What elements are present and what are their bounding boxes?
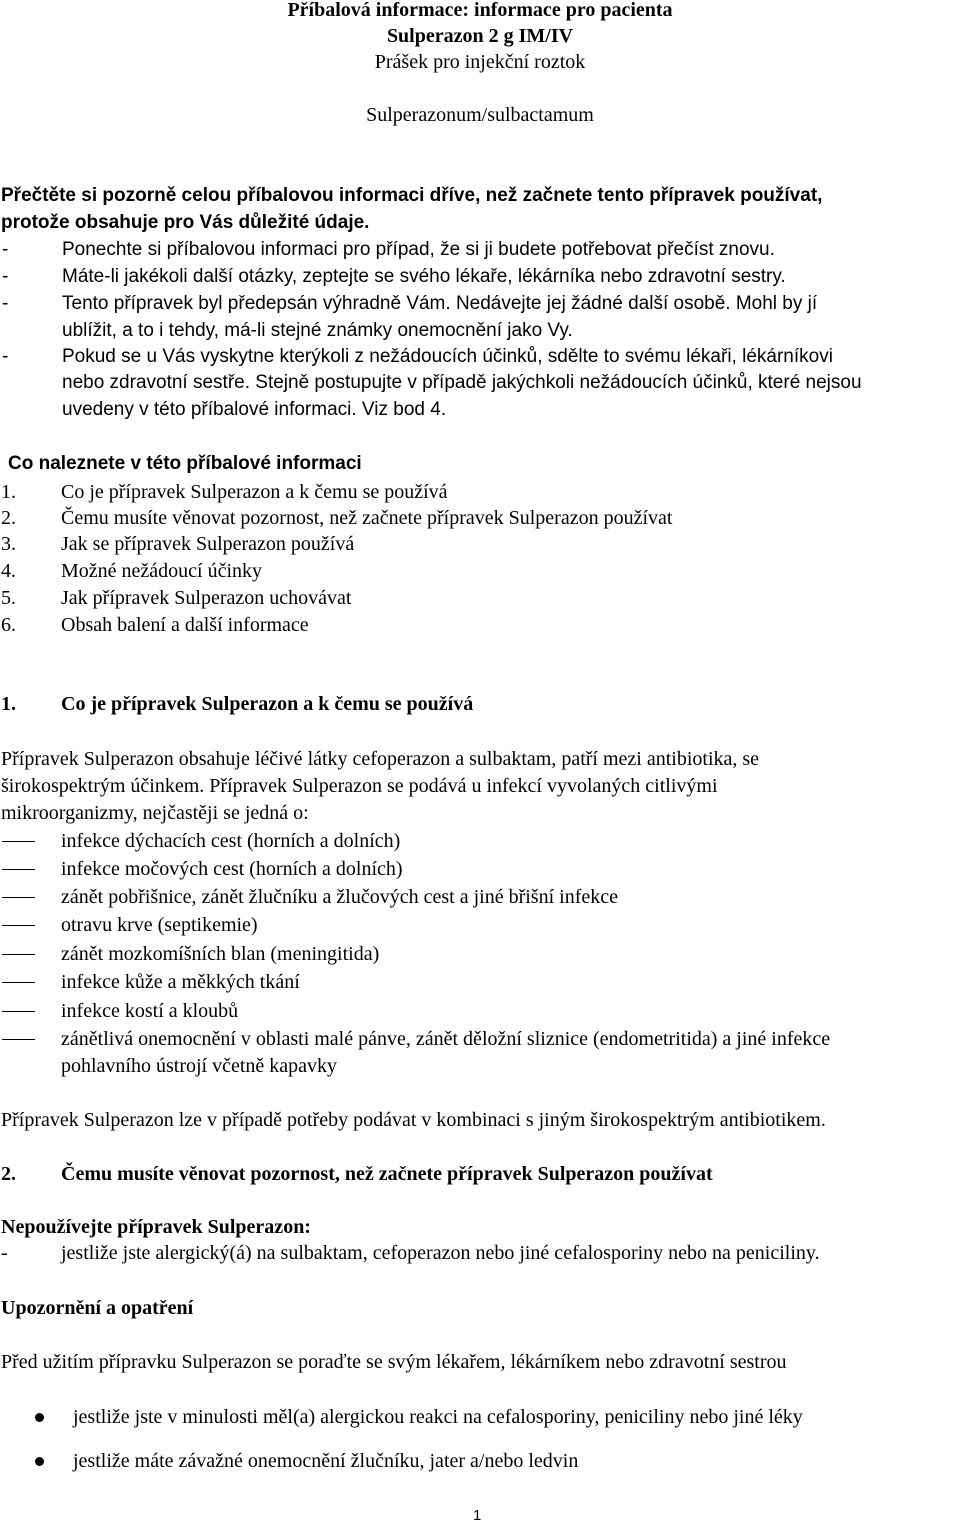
toc-item: Jak přípravek Sulperazon uchovávat: [61, 587, 352, 609]
toc-item-number: 4.: [1, 560, 16, 582]
indication-item: otravu krve (septikemie): [61, 914, 258, 936]
indication-item: zánět pobřišnice, zánět žlučníku a žlučových cest a jiné břišní infekce: [61, 886, 618, 908]
indication-item-continued: pohlavního ústrojí včetně kapavky: [61, 1055, 338, 1077]
toc-item-number: 2.: [1, 507, 16, 529]
list-dash: [2, 897, 35, 898]
toc-item-number: 6.: [1, 614, 16, 636]
intro-bullet-continued: nebo zdravotní sestře. Stejně postupujte v případě jakýchkoli nežádoucích účinků, které nejsou: [62, 372, 862, 393]
list-dash: [2, 954, 35, 955]
intro-bullet: Ponechte si příbalovou informaci pro případ, že si ji budete potřebovat přečíst znovu.: [62, 239, 775, 260]
section-1-paragraph: mikroorganizmy, nejčastěji se jedná o:: [1, 802, 309, 824]
toc-item: Jak se přípravek Sulperazon používá: [61, 533, 355, 555]
indication-item: zánět mozkomíšních blan (meningitida): [61, 943, 380, 965]
section-1-number: 1.: [1, 693, 16, 715]
intro-line-1: Přečtěte si pozorně celou příbalovou informaci dříve, než začnete tento přípravek používat,: [1, 185, 823, 206]
page-number: 1: [473, 1507, 482, 1524]
intro-bullet-dash: -: [2, 346, 9, 367]
warning-item: jestliže jste v minulosti měl(a) alergickou reakci na cefalosporiny, peniciliny nebo jiné léky: [73, 1406, 803, 1428]
section-1-closing: Přípravek Sulperazon lze v případě potřeby podávat v kombinaci s jiným širokospektrým antibiotikem.: [1, 1109, 826, 1131]
toc-item-number: 1.: [1, 481, 16, 503]
toc-item: Obsah balení a další informace: [61, 614, 309, 636]
list-dash: [2, 1039, 35, 1040]
warning-item: jestliže máte závažné onemocnění žlučníku, jater a/nebo ledvin: [73, 1450, 579, 1472]
indication-item: infekce dýchacích cest (horních a dolních): [61, 830, 401, 852]
section-1-heading: Co je přípravek Sulperazon a k čemu se používá: [61, 693, 474, 715]
intro-bullet-dash: -: [2, 266, 9, 287]
list-dash: [2, 982, 35, 983]
intro-bullet-continued: uvedeny v této příbalové informaci. Viz bod 4.: [62, 399, 447, 420]
active-substance: Sulperazonum/sulbactamum: [366, 104, 594, 126]
list-dash: [2, 841, 35, 842]
indication-item: zánětlivá onemocnění v oblasti malé pánve, zánět děložní sliznice (endometritida) a jiné infekce: [61, 1028, 831, 1050]
list-dash: [2, 869, 35, 870]
pharmaceutical-form: Prášek pro injekční roztok: [374, 51, 586, 73]
intro-bullet: Pokud se u Vás vyskytne kterýkoli z nežádoucích účinků, sdělte to svému lékaři, lékárníkovi: [62, 346, 833, 367]
toc-item-number: 5.: [1, 587, 16, 609]
list-dash: [2, 925, 35, 926]
section-2-heading: Čemu musíte věnovat pozornost, než začnete přípravek Sulperazon používat: [61, 1163, 713, 1185]
contraindication-item: jestliže jste alergický(á) na sulbaktam, cefoperazon nebo jiné cefalosporiny nebo na peniciliny.: [61, 1242, 820, 1264]
indication-item: infekce kůže a měkkých tkání: [61, 971, 300, 993]
section-1-paragraph: širokospektrým účinkem. Přípravek Sulperazon se podává u infekcí vyvolaných citlivými: [1, 775, 718, 797]
toc-item-number: 3.: [1, 533, 16, 555]
intro-line-2: protože obsahuje pro Vás důležité údaje.: [1, 212, 370, 233]
toc-item: Čemu musíte věnovat pozornost, než začnete přípravek Sulperazon používat: [61, 507, 673, 529]
bullet-icon: [35, 1413, 44, 1422]
intro-bullet-dash: -: [2, 293, 9, 314]
intro-bullet-dash: -: [2, 239, 9, 260]
toc-heading: Co naleznete v této příbalové informaci: [8, 453, 362, 474]
toc-item: Co je přípravek Sulperazon a k čemu se používá: [61, 481, 448, 503]
toc-item: Možné nežádoucí účinky: [61, 560, 263, 582]
section-2-number: 2.: [1, 1163, 16, 1185]
product-name: Sulperazon 2 g IM/IV: [386, 25, 574, 47]
intro-bullet-continued: ublížit, a to i tehdy, má-li stejné známky onemocnění jako Vy.: [62, 320, 573, 341]
list-dash: [2, 1011, 35, 1012]
document-title: Příbalová informace: informace pro pacienta: [287, 0, 673, 21]
contraindications-heading: Nepoužívejte přípravek Sulperazon:: [1, 1216, 311, 1238]
indication-item: infekce kostí a kloubů: [61, 1000, 239, 1022]
intro-bullet: Tento přípravek byl předepsán výhradně Vám. Nedávejte jej žádné další osobě. Mohl by jí: [62, 293, 818, 314]
contraindication-dash: -: [1, 1242, 8, 1264]
bullet-icon: [35, 1457, 44, 1466]
indication-item: infekce močových cest (horních a dolních): [61, 858, 403, 880]
warnings-heading: Upozornění a opatření: [1, 1297, 194, 1319]
intro-bullet: Máte-li jakékoli další otázky, zeptejte se svého lékaře, lékárníka nebo zdravotní sestry.: [62, 266, 786, 287]
section-1-paragraph: Přípravek Sulperazon obsahuje léčivé látky cefoperazon a sulbaktam, patří mezi antibiotika, se: [1, 748, 760, 770]
warnings-intro: Před užitím přípravku Sulperazon se poraďte se svým lékařem, lékárníkem nebo zdravotní sestrou: [1, 1351, 787, 1373]
